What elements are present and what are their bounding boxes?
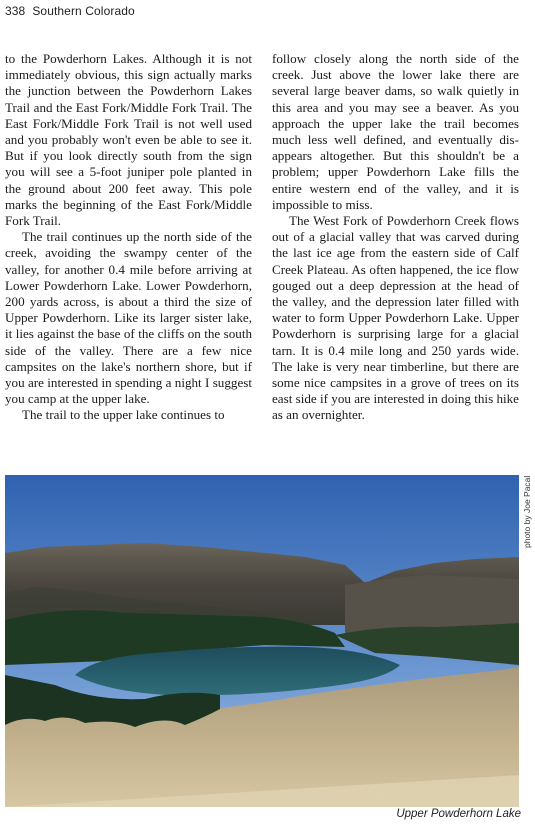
body-paragraph: to the Powderhorn Lakes. Although it is not immediately obvious, this sign actually marks the junction between the Powderhorn Lakes Trail and the East Fork/Middle Fork Trail. The East Fork/Middle Fork Trail is not well used and you probably won't even be able to see it. But if you look directly south from the sign you will see a 5-foot juniper pole planted in the ground about 200 feet away. This pole marks the beginning of the East Fork/Middle Fork Trail. xyxy=(5,51,252,229)
left-column xyxy=(5,51,252,424)
body-paragraph: The trail to the upper lake continues to xyxy=(22,407,225,423)
body-paragraph: The West Fork of Powderhorn Creek flows out of a glacial valley that was carved during the last ice age from the eastern side of Calf Creek Plateau. As often happened, the ice flow gouged out a deep depression at the head of the valley, and the depression later filled with water to form Upper Powderhorn Lake. Upper Powderhorn is surprising large for a glacial tarn. It is 0.4 mile long and 250 yards wide. The lake is very near timberline, but there are some nice campsites in a grove of trees on its east side if you are interested in doing this hike as an overnighter. xyxy=(272,213,519,423)
page-number: 338 xyxy=(5,4,26,18)
lake-photograph xyxy=(5,475,519,807)
body-paragraph: The trail continues up the north side of the creek, avoiding the swampy center of the valley, for another 0.4 mile before arriving at Lower Powderhorn Lake. Lower Powderhorn, 200 yards across, is about a third the size of Upper Powderhorn. Like its larger sister lake, it lies against the base of the cliffs on the south side of the valley. There are a few nice campsites on the lake's northern shore, but if you are interested in spending a night I suggest you camp at the upper lake. xyxy=(5,229,252,407)
right-column xyxy=(272,51,519,424)
photo-credit: photo by Joe Pacal xyxy=(522,476,532,549)
lake-landscape-illustration xyxy=(5,475,519,807)
body-paragraph: follow closely along the north side of the creek. Just above the lower lake there are several large beaver dams, so walk quietly in this area and you may see a beaver. As you approach the upper lake the trail becomes much less well defined, and eventually disappears altogether. But this shouldn't be a problem; upper Powderhorn Lake fills the entire western end of the valley, and it is impossible to miss. xyxy=(272,51,519,212)
running-title: Southern Colorado xyxy=(32,4,135,18)
photo-caption: Upper Powderhorn Lake xyxy=(396,808,521,820)
page-header xyxy=(5,4,135,18)
